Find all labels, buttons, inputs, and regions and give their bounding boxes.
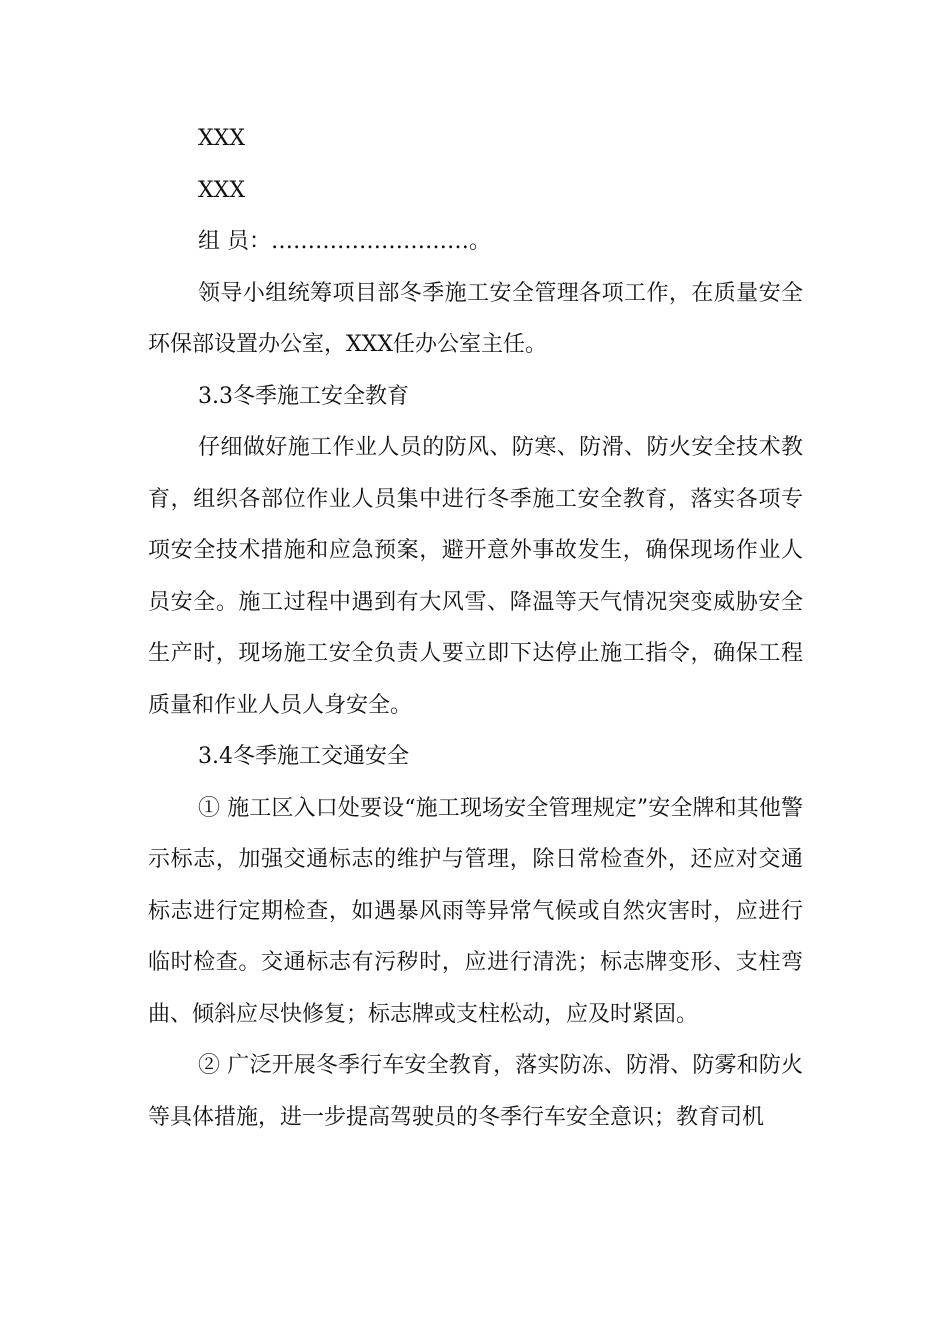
members-line: 组 员：………………………。 (198, 229, 491, 254)
traffic-item-2: ② 广泛开展冬季行车安全教育，落实防冻、防滑、防雾和防火等具体措施，进一步提高驾驶员的冬季行车安全意识；教育司机 (148, 1053, 803, 1130)
traffic-item-1: ① 施工区入口处要设“施工现场安全管理规定”安全牌和其他警示标志，加强交通标志的维护与管理，除日常检查外，还应对交通标志进行定期检查，如遇暴风雨等异常气候或自然灾害时，应进行临时检查。交通标志有污秽时，应进行清洗；标志牌变形、支柱弯曲、倾斜应尽快修复；标志牌或支柱松动，应及时紧固。 (148, 795, 803, 1027)
section-heading-3-4: 3.4冬季施工交通安全 (198, 744, 409, 769)
document-body (148, 113, 803, 1143)
leader-name-line-2: XXX (198, 177, 245, 203)
safety-education-paragraph: 仔细做好施工作业人员的防风、防寒、防滑、防火安全技术教育，组织各部位作业人员集中进行冬季施工安全教育，落实各项专项安全技术措施和应急预案，避开意外事故发生，确保现场作业人员安全。施工过程中遇到有大风雪、降温等天气情况突变威胁安全生产时，现场施工安全负责人要立即下达停止施工指令，确保工程质量和作业人员人身安全。 (148, 435, 803, 718)
office-paragraph: 领导小组统筹项目部冬季施工安全管理各项工作，在质量安全环保部设置办公室，XXX任办公室主任。 (148, 280, 803, 357)
section-heading-3-3: 3.3冬季施工安全教育 (198, 383, 409, 409)
leader-name-line-1: XXX (198, 126, 245, 151)
